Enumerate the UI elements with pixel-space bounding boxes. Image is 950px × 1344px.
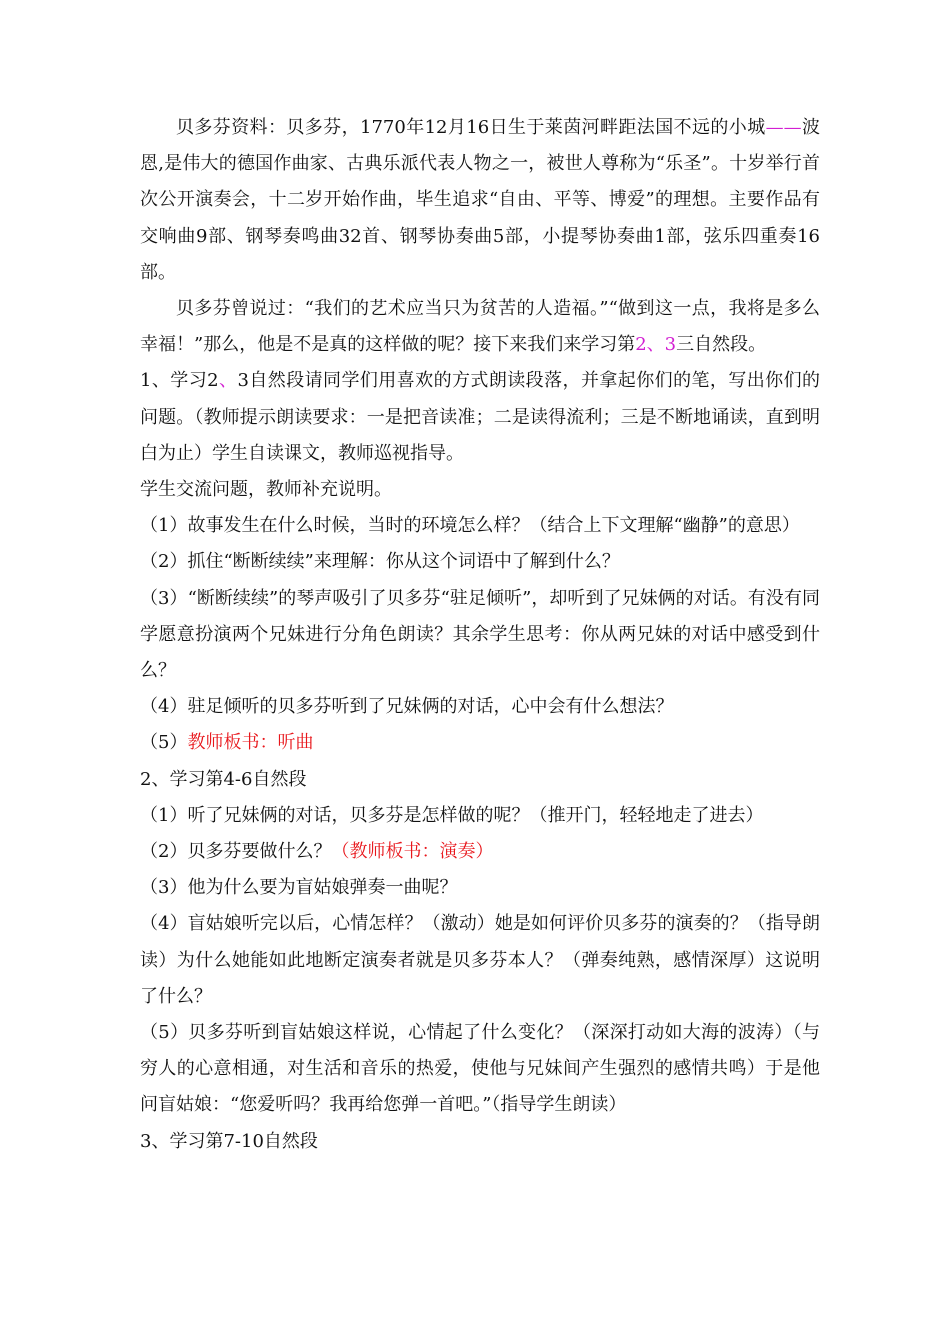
question-1: （1）故事发生在什么时候，当时的环境怎么样？（结合上下文理解“幽静”的意思） bbox=[140, 515, 800, 537]
beethoven-intro-paragraph bbox=[140, 110, 820, 291]
intro-text: 贝多芬资料：贝多芬，1770年12月16日生于莱茵河畔距法国不远的小城 bbox=[176, 117, 766, 138]
section-1-exchange: 学生交流问题，教师补充说明。 bbox=[140, 479, 392, 501]
document-body bbox=[140, 110, 820, 1160]
intro-text-rest: 波恩,是伟大的德国作曲家、古典乐派代表人物之一，被世人尊称为“乐圣”。十岁举行首次公开演奏会，十二岁开始作曲，毕生追求“自由、平等、博爱”的理想。主要作品有交响曲9部、钢琴奏鸣曲32首、钢琴协奏曲5部，小提琴协奏曲1部，弦乐四重奏16部。 bbox=[140, 117, 820, 283]
quote-text-end: 三自然段。 bbox=[676, 334, 767, 356]
section-2-question-2 bbox=[140, 834, 820, 870]
section-1-text-rest: 3自然段请同学们用喜欢的方式朗读段落，并拿起你们的笔，写出你们的问题。（教师提示朗读要求：一是把音读准；二是读得流利；三是不断地诵读，直到明白为止）学生自读课文，教师巡视指导。 bbox=[140, 370, 821, 464]
beethoven-quote-paragraph bbox=[140, 291, 820, 363]
section-1-text: 1、学习2 bbox=[140, 370, 219, 392]
intro-dash: —— bbox=[765, 117, 802, 138]
question-5 bbox=[140, 725, 820, 761]
section-2-heading: 2、学习第4-6自然段 bbox=[140, 768, 307, 790]
quote-text: 贝多芬曾说过：“我们的艺术应当只为贫苦的人造福。”“做到这一点，我将是多么幸福！”那么，他是不是真的这样做的呢？接下来我们来学习第 bbox=[140, 298, 820, 356]
quote-highlight: 2、3 bbox=[635, 334, 677, 356]
section-2-question-5: （5）贝多芬听到盲姑娘这样说，心情起了什么变化？（深深打动如大海的波涛）（与穷人的心意相通，对生活和音乐的热爱，使他与兄妹间产生强烈的感情共鸣）于是他问盲姑娘：“您爱听吗？我再给您弹一首吧。”（指导学生朗读） bbox=[140, 1022, 820, 1116]
question-3: （3）“断断续续”的琴声吸引了贝多芬“驻足倾听”，却听到了兄妹俩的对话。有没有同学愿意扮演两个兄妹进行分角色朗读？其余学生思考：你从两兄妹的对话中感受到什么？ bbox=[140, 587, 820, 682]
section-2-question-3: （3）他为什么要为盲姑娘弹奏一曲呢？ bbox=[140, 877, 458, 899]
section-2-question-4: （4）盲姑娘听完以后，心情怎样？（激动）她是如何评价贝多芬的演奏的？（指导朗读）为什么她能如此地断定演奏者就是贝多芬本人？（弹奏纯熟，感情深厚）这说明了什么？ bbox=[140, 913, 820, 1007]
section-3-heading: 3、学习第7-10自然段 bbox=[140, 1130, 318, 1152]
board-note-listen: 教师板书：听曲 bbox=[187, 732, 314, 754]
section-1-heading bbox=[140, 363, 820, 472]
question-4: （4）驻足倾听的贝多芬听到了兄妹俩的对话，心中会有什么想法？ bbox=[140, 696, 674, 718]
section-2-question-1: （1）听了兄妹俩的对话，贝多芬是怎样做的呢？（推开门，轻轻地走了进去） bbox=[140, 804, 764, 826]
section-1-highlight: 、 bbox=[218, 370, 238, 392]
board-note-perform: （教师板书：演奏） bbox=[331, 841, 494, 863]
question-2: （2）抓住“断断续续”来理解：你从这个词语中了解到什么？ bbox=[140, 551, 620, 573]
section-2-question-2-text: （2）贝多芬要做什么？ bbox=[140, 841, 332, 863]
question-5-number: （5） bbox=[140, 732, 188, 754]
